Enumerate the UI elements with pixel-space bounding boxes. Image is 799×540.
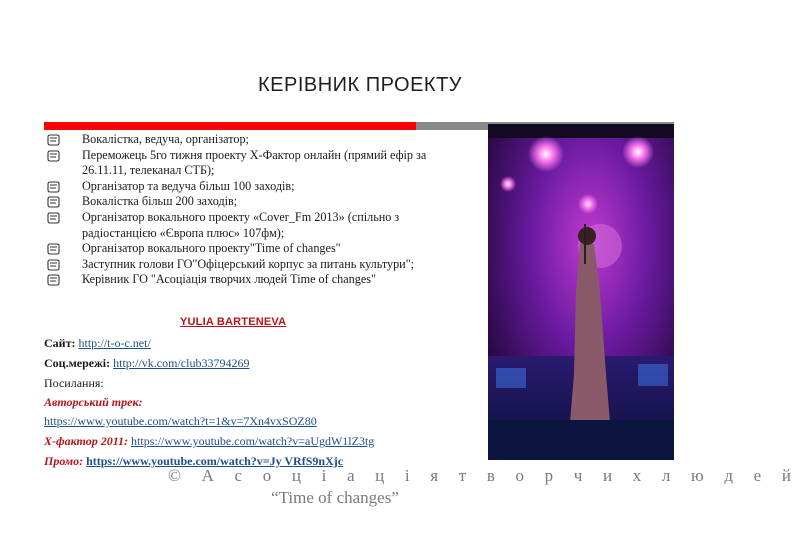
footer-time-of-changes: “Time of changes” (271, 488, 399, 507)
promo-link[interactable]: https://www.youtube.com/watch?v=Jy VRfS9nXjc (86, 454, 344, 468)
list-item: Вокалістка більш 200 заходів; (42, 194, 472, 210)
site-label: Сайт: (44, 336, 76, 350)
list-item: Керівник ГО "Асоціація творчих людей Time of changes" (42, 272, 472, 288)
author-track-link: https://www.youtube.com/watch?t=1&v=7Xn4vxSOZ80 (44, 414, 317, 428)
scroll-bullet-icon (46, 181, 60, 193)
social-link[interactable]: http://vk.com/club33794269 (113, 356, 250, 370)
list-item: Вокалістка, ведуча, організатор; (42, 132, 472, 148)
list-item: Переможець 5го тижня проекту Х-Фактор онлайн (прямий ефір за 26.11.11, телеканал СТБ); (42, 148, 472, 179)
scroll-bullet-icon (46, 196, 60, 208)
xfactor-label: Х-фактор 2011: (44, 434, 129, 448)
title-underline-red (44, 122, 416, 130)
singer-name-link[interactable]: YULIA BARTENEVA (180, 316, 287, 328)
xfactor-link[interactable]: https://www.youtube.com/watch?v=aUgdW1lZ3tg (131, 434, 375, 448)
list-item: Організатор та ведуча більш 100 заходів; (42, 179, 472, 195)
stage-photo (488, 124, 674, 460)
site-row (44, 336, 151, 350)
links-label: Посилання: (44, 376, 104, 390)
scroll-bullet-icon (46, 243, 60, 255)
list-item: Організатор вокального проекту"Time of changes" (42, 241, 472, 257)
scroll-bullet-icon (46, 259, 60, 271)
scroll-bullet-icon (46, 212, 60, 224)
promo-label: Промо: (44, 454, 84, 468)
list-item: Організатор вокального проекту «Cover_Fm 2013» (спільно з радіостанцією «Європа плюс» 107фм); (42, 210, 472, 241)
xfactor-row (44, 434, 374, 448)
scroll-bullet-icon (46, 274, 60, 286)
footer-association: © А с о ц і а ц і я т в о р ч и х л ю д е й (168, 466, 799, 485)
list-item: Заступник голови ГО"Офіцерський корпус за питань культури"; (42, 257, 472, 273)
slide-title: КЕРІВНИК ПРОЕКТУ (258, 74, 462, 96)
social-row (44, 356, 249, 370)
achievements-list (42, 132, 472, 288)
social-label: Соц.мережі: (44, 356, 111, 370)
scroll-bullet-icon (46, 150, 60, 162)
site-link[interactable]: http://t-o-c.net/ (78, 336, 151, 350)
scroll-bullet-icon (46, 134, 60, 146)
author-track-label: Авторський трек: (44, 395, 143, 409)
